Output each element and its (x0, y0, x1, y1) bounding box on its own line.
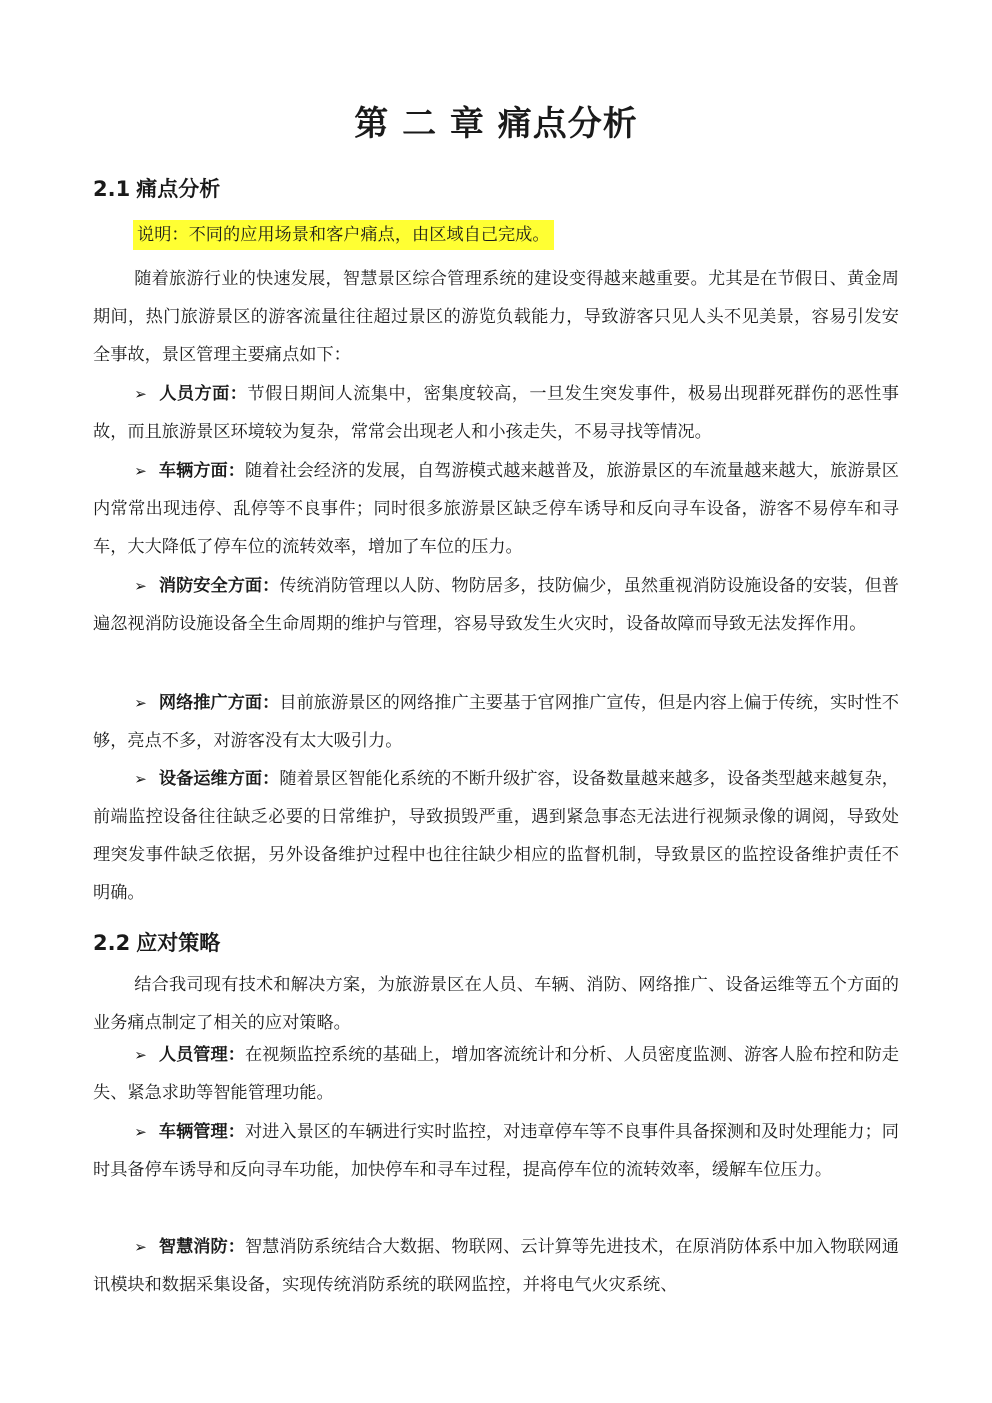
arrow-bullet-icon: ➢ (134, 462, 147, 480)
section2-intro-paragraph: 结合我司现有技术和解决方案，为旅游景区在人员、车辆、消防、网络推广、设备运维等五个方面的业务痛点制定了相关的应对策略。 (93, 975, 899, 1033)
section-heading-2-2 (93, 928, 220, 958)
arrow-bullet-icon: ➢ (134, 770, 147, 788)
bullet-text: 节假日期间人流集中，密集度较高，一旦发生突发事件，极易出现群死群伤的恶性事故，而且旅游景区环境较为复杂，常常会出现老人和小孩走失，不易寻找等情况。 (93, 384, 899, 442)
bullet-text: 智慧消防系统结合大数据、物联网、云计算等先进技术，在原消防体系中加入物联网通讯模块和数据采集设备，实现传统消防系统的联网监控，并将电气火灾系统、 (93, 1237, 899, 1295)
bullet-text: 传统消防管理以人防、物防居多，技防偏少，虽然重视消防设施设备的安装，但普遍忽视消防设施设备全生命周期的维护与管理，容易导致发生火灾时，设备故障而导致无法发挥作用。 (93, 576, 899, 634)
arrow-bullet-icon: ➢ (134, 577, 147, 595)
section-heading-2-1 (93, 174, 220, 204)
bullet-label: 人员方面： (158, 384, 248, 404)
bullet-text: 在视频监控系统的基础上，增加客流统计和分析、人员密度监测、游客人脸布控和防走失、紧急求助等智能管理功能。 (93, 1045, 899, 1103)
highlighted-note: 说明：不同的应用场景和客户痛点，由区域自己完成。 (133, 220, 554, 250)
bullet-label: 智慧消防： (158, 1237, 245, 1257)
bullet-text: 随着景区智能化系统的不断升级扩容，设备数量越来越多，设备类型越来越复杂，前端监控设备往往缺乏必要的日常维护，导致损毁严重，遇到紧急事态无法进行视频录像的调阅，导致处理突发事件缺乏依据，另外设备维护过程中也往往缺少相应的监督机制，导致景区的监控设备维护责任不明确。 (93, 769, 899, 903)
arrow-bullet-icon: ➢ (134, 1046, 147, 1064)
bullet-network-promotion (93, 684, 899, 760)
arrow-bullet-icon: ➢ (134, 1238, 147, 1256)
bullet-vehicles (93, 452, 899, 566)
chapter-title: 第 二 章 痛点分析 (354, 104, 638, 144)
arrow-bullet-icon: ➢ (134, 1123, 147, 1141)
bullet-vehicle-management (93, 1113, 899, 1189)
arrow-bullet-icon: ➢ (134, 694, 147, 712)
bullet-label: 消防安全方面： (158, 576, 280, 596)
bullet-personnel (93, 375, 899, 451)
bullet-label: 网络推广方面： (158, 693, 280, 713)
bullet-label: 设备运维方面： (158, 769, 280, 789)
bullet-device-maintenance (93, 760, 899, 912)
section-number: 2.2 (93, 931, 131, 955)
bullet-label: 人员管理： (158, 1045, 245, 1065)
section-title: 痛点分析 (136, 177, 221, 201)
section-title: 应对策略 (136, 931, 221, 955)
bullet-text: 随着社会经济的发展，自驾游模式越来越普及，旅游景区的车流量越来越大，旅游景区内常常出现违停、乱停等不良事件；同时很多旅游景区缺乏停车诱导和反向寻车设备，游客不易停车和寻车，大大降低了停车位的流转效率，增加了车位的压力。 (93, 461, 899, 557)
bullet-label: 车辆管理： (158, 1122, 245, 1142)
bullet-personnel-management (93, 1036, 899, 1112)
bullet-fire-safety (93, 567, 899, 643)
section1-intro-paragraph: 随着旅游行业的快速发展，智慧景区综合管理系统的建设变得越来越重要。尤其是在节假日、黄金周期间，热门旅游景区的游客流量往往超过景区的游览负载能力，导致游客只见人头不见美景，容易引发安全事故，景区管理主要痛点如下： (93, 269, 899, 365)
bullet-text: 目前旅游景区的网络推广主要基于官网推广宣传，但是内容上偏于传统，实时性不够，亮点不多，对游客没有太大吸引力。 (93, 693, 899, 751)
section-number: 2.1 (93, 177, 131, 201)
bullet-label: 车辆方面： (158, 461, 245, 481)
bullet-smart-fire (93, 1228, 899, 1304)
arrow-bullet-icon: ➢ (134, 385, 147, 403)
bullet-text: 对进入景区的车辆进行实时监控，对违章停车等不良事件具备探测和及时处理能力；同时具备停车诱导和反向寻车功能，加快停车和寻车过程，提高停车位的流转效率，缓解车位压力。 (93, 1122, 899, 1180)
